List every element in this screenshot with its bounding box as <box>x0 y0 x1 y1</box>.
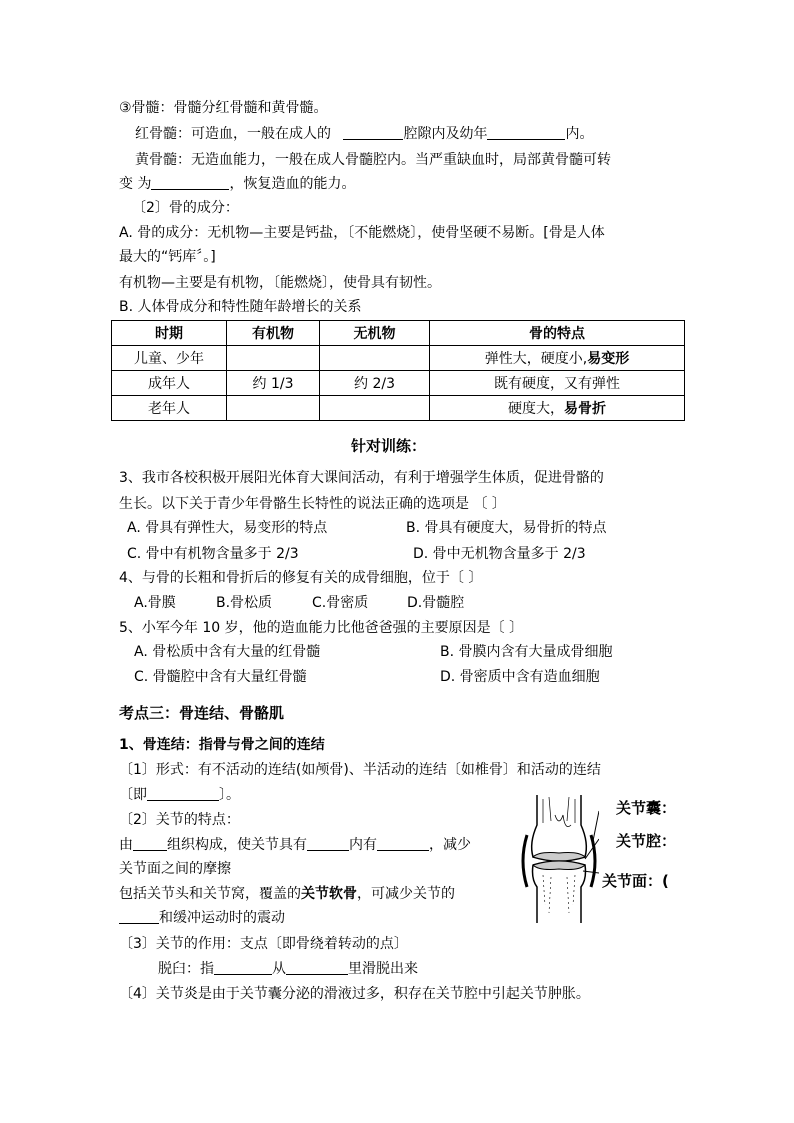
form-text-a: 〔即 <box>119 787 147 803</box>
joint-text-g: 和缓冲运动时的震动 <box>159 910 285 926</box>
composition-a1: A. 骨的成分：无机物—主要是钙盐，〔不能燃烧〕，使骨坚硬不易断。[骨是人体 <box>119 225 605 241</box>
q4-option-b: B.骨松质 <box>216 595 273 611</box>
form-line-2 <box>119 785 240 805</box>
yellow-marrow-text-a: 变 为 <box>119 176 152 192</box>
table-row <box>112 371 685 396</box>
dislocation-text-a: 脱臼：指 <box>158 961 214 977</box>
q5-option-b: B. 骨膜内含有大量成骨细胞 <box>440 644 613 660</box>
composition-organic: 有机物—主要是有机物，〔能燃烧〕，使骨具有韧性。 <box>119 275 441 291</box>
fill-blank[interactable] <box>286 960 348 975</box>
q5-option-a: A. 骨松质中含有大量的红骨髓 <box>134 644 321 660</box>
fill-blank[interactable] <box>377 836 429 851</box>
table-header: 无机物 <box>320 321 430 346</box>
fill-blank[interactable] <box>487 125 565 140</box>
q3-option-c: C. 骨中有机物含量多于 2/3 <box>127 546 299 562</box>
trait-text: 硬度大， <box>508 401 564 417</box>
q4-option-c: C.骨密质 <box>312 595 369 611</box>
form-text-b: 〕。 <box>219 787 240 803</box>
q3-line-2: 生长。以下关于青少年骨骼生长特性的说法正确的选项是 〔 〕 <box>119 496 506 512</box>
table-cell: 成年人 <box>112 371 227 396</box>
training-title: 针对训练： <box>351 437 427 455</box>
knee-joint-illustration <box>519 795 599 923</box>
table-cell: 约 1/3 <box>227 371 320 396</box>
yellow-marrow-line-2 <box>119 174 355 194</box>
joint-capsule-label: 关节囊： <box>616 799 677 817</box>
fill-blank[interactable] <box>151 175 229 190</box>
yellow-marrow-text-b: ，恢复造血的能力。 <box>229 176 356 192</box>
joint-feature-line-2: 关节面之间的摩擦 <box>119 861 231 877</box>
joint-cartilage: 关节软骨 <box>301 886 357 902</box>
fill-blank[interactable] <box>307 836 349 851</box>
joint-text-a: 由 <box>119 837 133 853</box>
table-header: 有机物 <box>227 321 320 346</box>
fill-blank[interactable] <box>119 909 159 924</box>
q4-line: 4、与骨的长粗和骨折后的修复有关的成骨细胞，位于〔 〕 <box>119 570 483 586</box>
joint-cavity-label: 关节腔： <box>616 832 677 850</box>
joint-surface-tail: ( <box>662 872 669 890</box>
q4-option-d: D.骨髓腔 <box>407 595 465 611</box>
joint-text-f: ，可减少关节的 <box>357 886 455 902</box>
point3-title: 考点三：骨连结、骨骼肌 <box>119 704 285 722</box>
joint-surface-label <box>602 870 669 891</box>
dislocation-text-c: 里滑脱出来 <box>348 961 418 977</box>
table-cell <box>430 346 685 371</box>
fill-blank[interactable] <box>343 125 403 140</box>
joint-text-e: 包括关节头和关节窝，覆盖的 <box>119 886 301 902</box>
bone-age-table <box>111 320 685 421</box>
fill-blank[interactable] <box>133 836 167 851</box>
table-cell: 约 2/3 <box>320 371 430 396</box>
table-header-row <box>112 321 685 346</box>
joint-text-c: 内有 <box>349 837 377 853</box>
joint-surface-text: 关节面： <box>602 872 663 890</box>
joint-feature-line-1 <box>119 835 471 855</box>
q5-option-c: C. 骨髓腔中含有大量红骨髓 <box>134 669 307 685</box>
table-header: 时期 <box>112 321 227 346</box>
red-marrow-text-a: 红骨髓：可造血，一般在成人的 <box>135 126 331 142</box>
table-cell <box>430 371 685 396</box>
table-row <box>112 346 685 371</box>
table-cell <box>227 346 320 371</box>
trait-text: 弹性大，硬度小, <box>484 351 588 367</box>
composition-b: B. 人体骨成分和特性随年龄增长的关系 <box>119 299 362 315</box>
joint-feature-line-4 <box>119 908 285 928</box>
joint-feature-line-3 <box>119 884 455 904</box>
table-cell <box>430 396 685 421</box>
table-row <box>112 396 685 421</box>
joint-feature-heading: 〔2〕关节的特点： <box>119 812 240 828</box>
q3-option-a: A. 骨具有弹性大，易变形的特点 <box>127 520 328 536</box>
table-cell: 老年人 <box>112 396 227 421</box>
arthritis-line: 〔4〕关节炎是由于关节囊分泌的滑液过多，积存在关节腔中引起关节肿胀。 <box>119 986 590 1002</box>
form-line-1: 〔1〕形式：有不活动的连结(如颅骨)、半活动的连结〔如椎骨〕和活动的连结 <box>119 762 601 778</box>
q5-option-d: D. 骨密质中含有造血细胞 <box>440 669 600 685</box>
table-cell <box>227 396 320 421</box>
dislocation-line <box>158 959 418 979</box>
red-marrow-text-b: 腔隙内及幼年 <box>403 126 488 142</box>
q5-line: 5、小军今年 10 岁，他的造血能力比他爸爸强的主要原因是〔 〕 <box>119 620 524 636</box>
red-marrow-text-c: 内。 <box>565 126 594 142</box>
joint-role-heading: 〔3〕关节的作用：支点〔即骨绕着转动的点〕 <box>119 936 408 952</box>
marrow-title: ③骨髓：骨髓分红骨髓和黄骨髓。 <box>119 100 328 116</box>
fill-blank[interactable] <box>214 960 272 975</box>
q3-option-d: D. 骨中无机物含量多于 2/3 <box>413 546 586 562</box>
table-header: 骨的特点 <box>430 321 685 346</box>
table-cell <box>320 396 430 421</box>
yellow-marrow-line-1: 黄骨髓：无造血能力，一般在成人骨髓腔内。当严重缺血时，局部黄骨髓可转 <box>135 152 611 168</box>
fill-blank[interactable] <box>147 786 219 801</box>
trait-bold: 易骨折 <box>564 401 606 417</box>
trait-text: 既有硬度，又有弹性 <box>494 376 620 392</box>
point3-subtitle: 1、骨连结：指骨与骨之间的连结 <box>119 737 325 753</box>
q3-option-b: B. 骨具有硬度大，易骨折的特点 <box>406 520 607 536</box>
joint-text-d: ，减少 <box>429 837 471 853</box>
q4-option-a: A.骨膜 <box>134 595 176 611</box>
table-cell <box>320 346 430 371</box>
trait-bold: 易变形 <box>587 351 630 367</box>
joint-text-b: 组织构成，使关节具有 <box>167 837 307 853</box>
dislocation-text-b: 从 <box>272 961 286 977</box>
red-marrow-line <box>135 124 593 144</box>
table-cell: 儿童、少年 <box>112 346 227 371</box>
composition-a2: 最大的“钙库〞。] <box>119 249 216 265</box>
joint-diagram <box>519 795 683 923</box>
composition-heading: 〔2〕骨的成分： <box>132 200 239 216</box>
q3-line-1: 3、我市各校积极开展阳光体育大课间活动，有利于增强学生体质，促进骨骼的 <box>119 470 604 486</box>
